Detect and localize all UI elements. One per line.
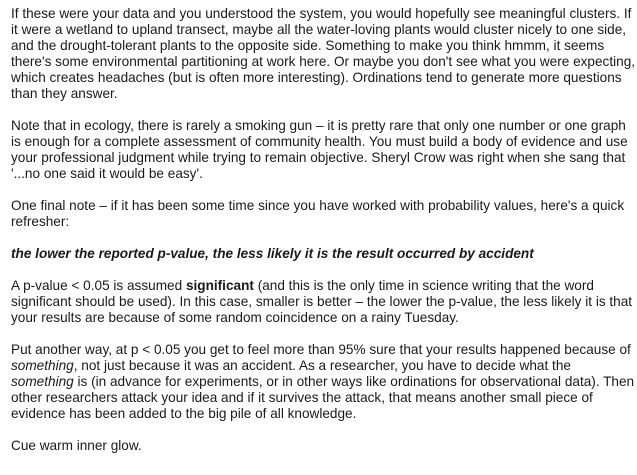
paragraph-final-note: One final note – if it has been some time since you have worked with probability values, here's a quick refresher: <box>11 198 625 229</box>
p-value-refresher-statement: the lower the reported p-value, the less likely it is the result occurred by accident <box>11 246 534 261</box>
paragraph-ordination-clusters: If these were your data and you understood the system, you would hopefully see meaningful clusters. If it were a wetland to upland transect, maybe all the water-loving plants would cluster nicely to one side, and the drought-tolerant plants to the opposite side. Something to make you think hmmm, it seems there's some environmental partitioning at work here. Or maybe you don't see what you were expecting, which creates headaches (but is often more interesting). Ordinations tend to generate more questions than they answer. <box>11 6 636 101</box>
something-emphasis-1: something <box>11 358 74 373</box>
significant-term: significant <box>185 278 254 293</box>
another-way-part-3: is (in advance for experiments, or in other ways like ordinations for observational data). Then other researchers attack your idea and if it survives the attack, that means another small piece of evidence has been added to the big pile of all knowledge. <box>11 374 635 421</box>
another-way-part-2: , not just because it was an accident. As a researcher, you have to decide what the <box>73 358 571 373</box>
paragraph-smoking-gun: Note that in ecology, there is rarely a smoking gun – it is pretty rare that only one number or one graph is enough for a complete assessment of community health. You must build a body of evidence and use your professional judgment while trying to remain objective. Sheryl Crow was right when she sang that '...no one said it would be easy'. <box>11 118 628 181</box>
significance-text-before: A p-value < 0.05 is assumed <box>11 278 186 293</box>
paragraph-put-another-way <box>11 342 636 422</box>
something-emphasis-2: something <box>11 374 74 389</box>
significance-text-after: (and this is the only time in science writing that the word significant should be used). In this case, smaller is better – the lower the p-value, the less likely it is that your results are because of some random coincidence on a rainy Tuesday. <box>11 278 633 325</box>
paragraph-closing: Cue warm inner glow. <box>11 438 142 453</box>
paragraph-significance <box>11 278 636 326</box>
another-way-part-1: Put another way, at p < 0.05 you get to feel more than 95% sure that your results happened because of <box>11 342 631 357</box>
